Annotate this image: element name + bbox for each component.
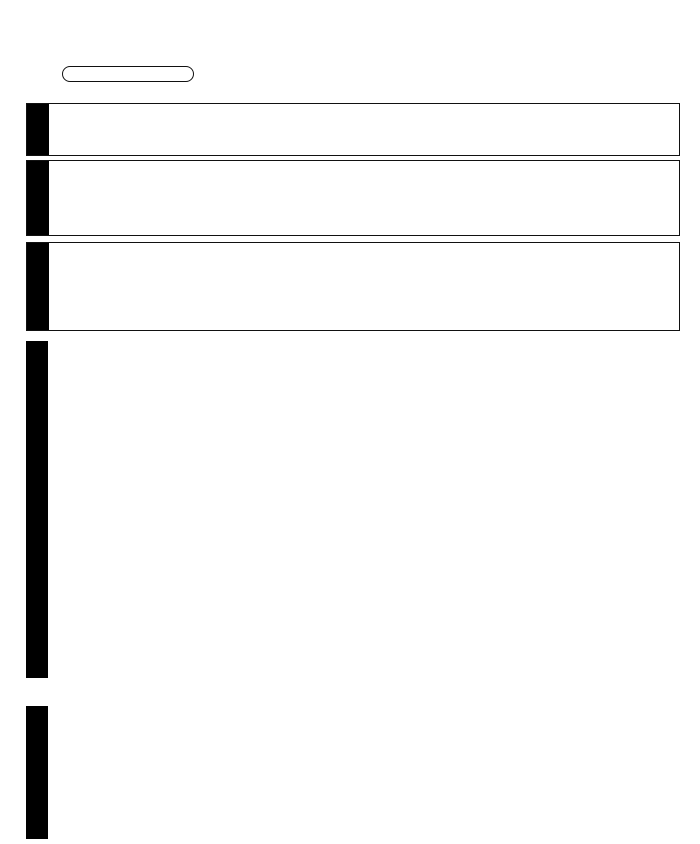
- unit-panel: [26, 103, 680, 156]
- logo-subtitle: [62, 66, 194, 82]
- comments-panel: [26, 242, 680, 331]
- comments-side-label: [27, 243, 49, 330]
- unit-side-label: [27, 104, 49, 155]
- properties-side-label: [26, 706, 48, 839]
- client-panel: [26, 160, 680, 236]
- elements-side-label: [26, 341, 48, 678]
- client-side-label: [27, 161, 49, 235]
